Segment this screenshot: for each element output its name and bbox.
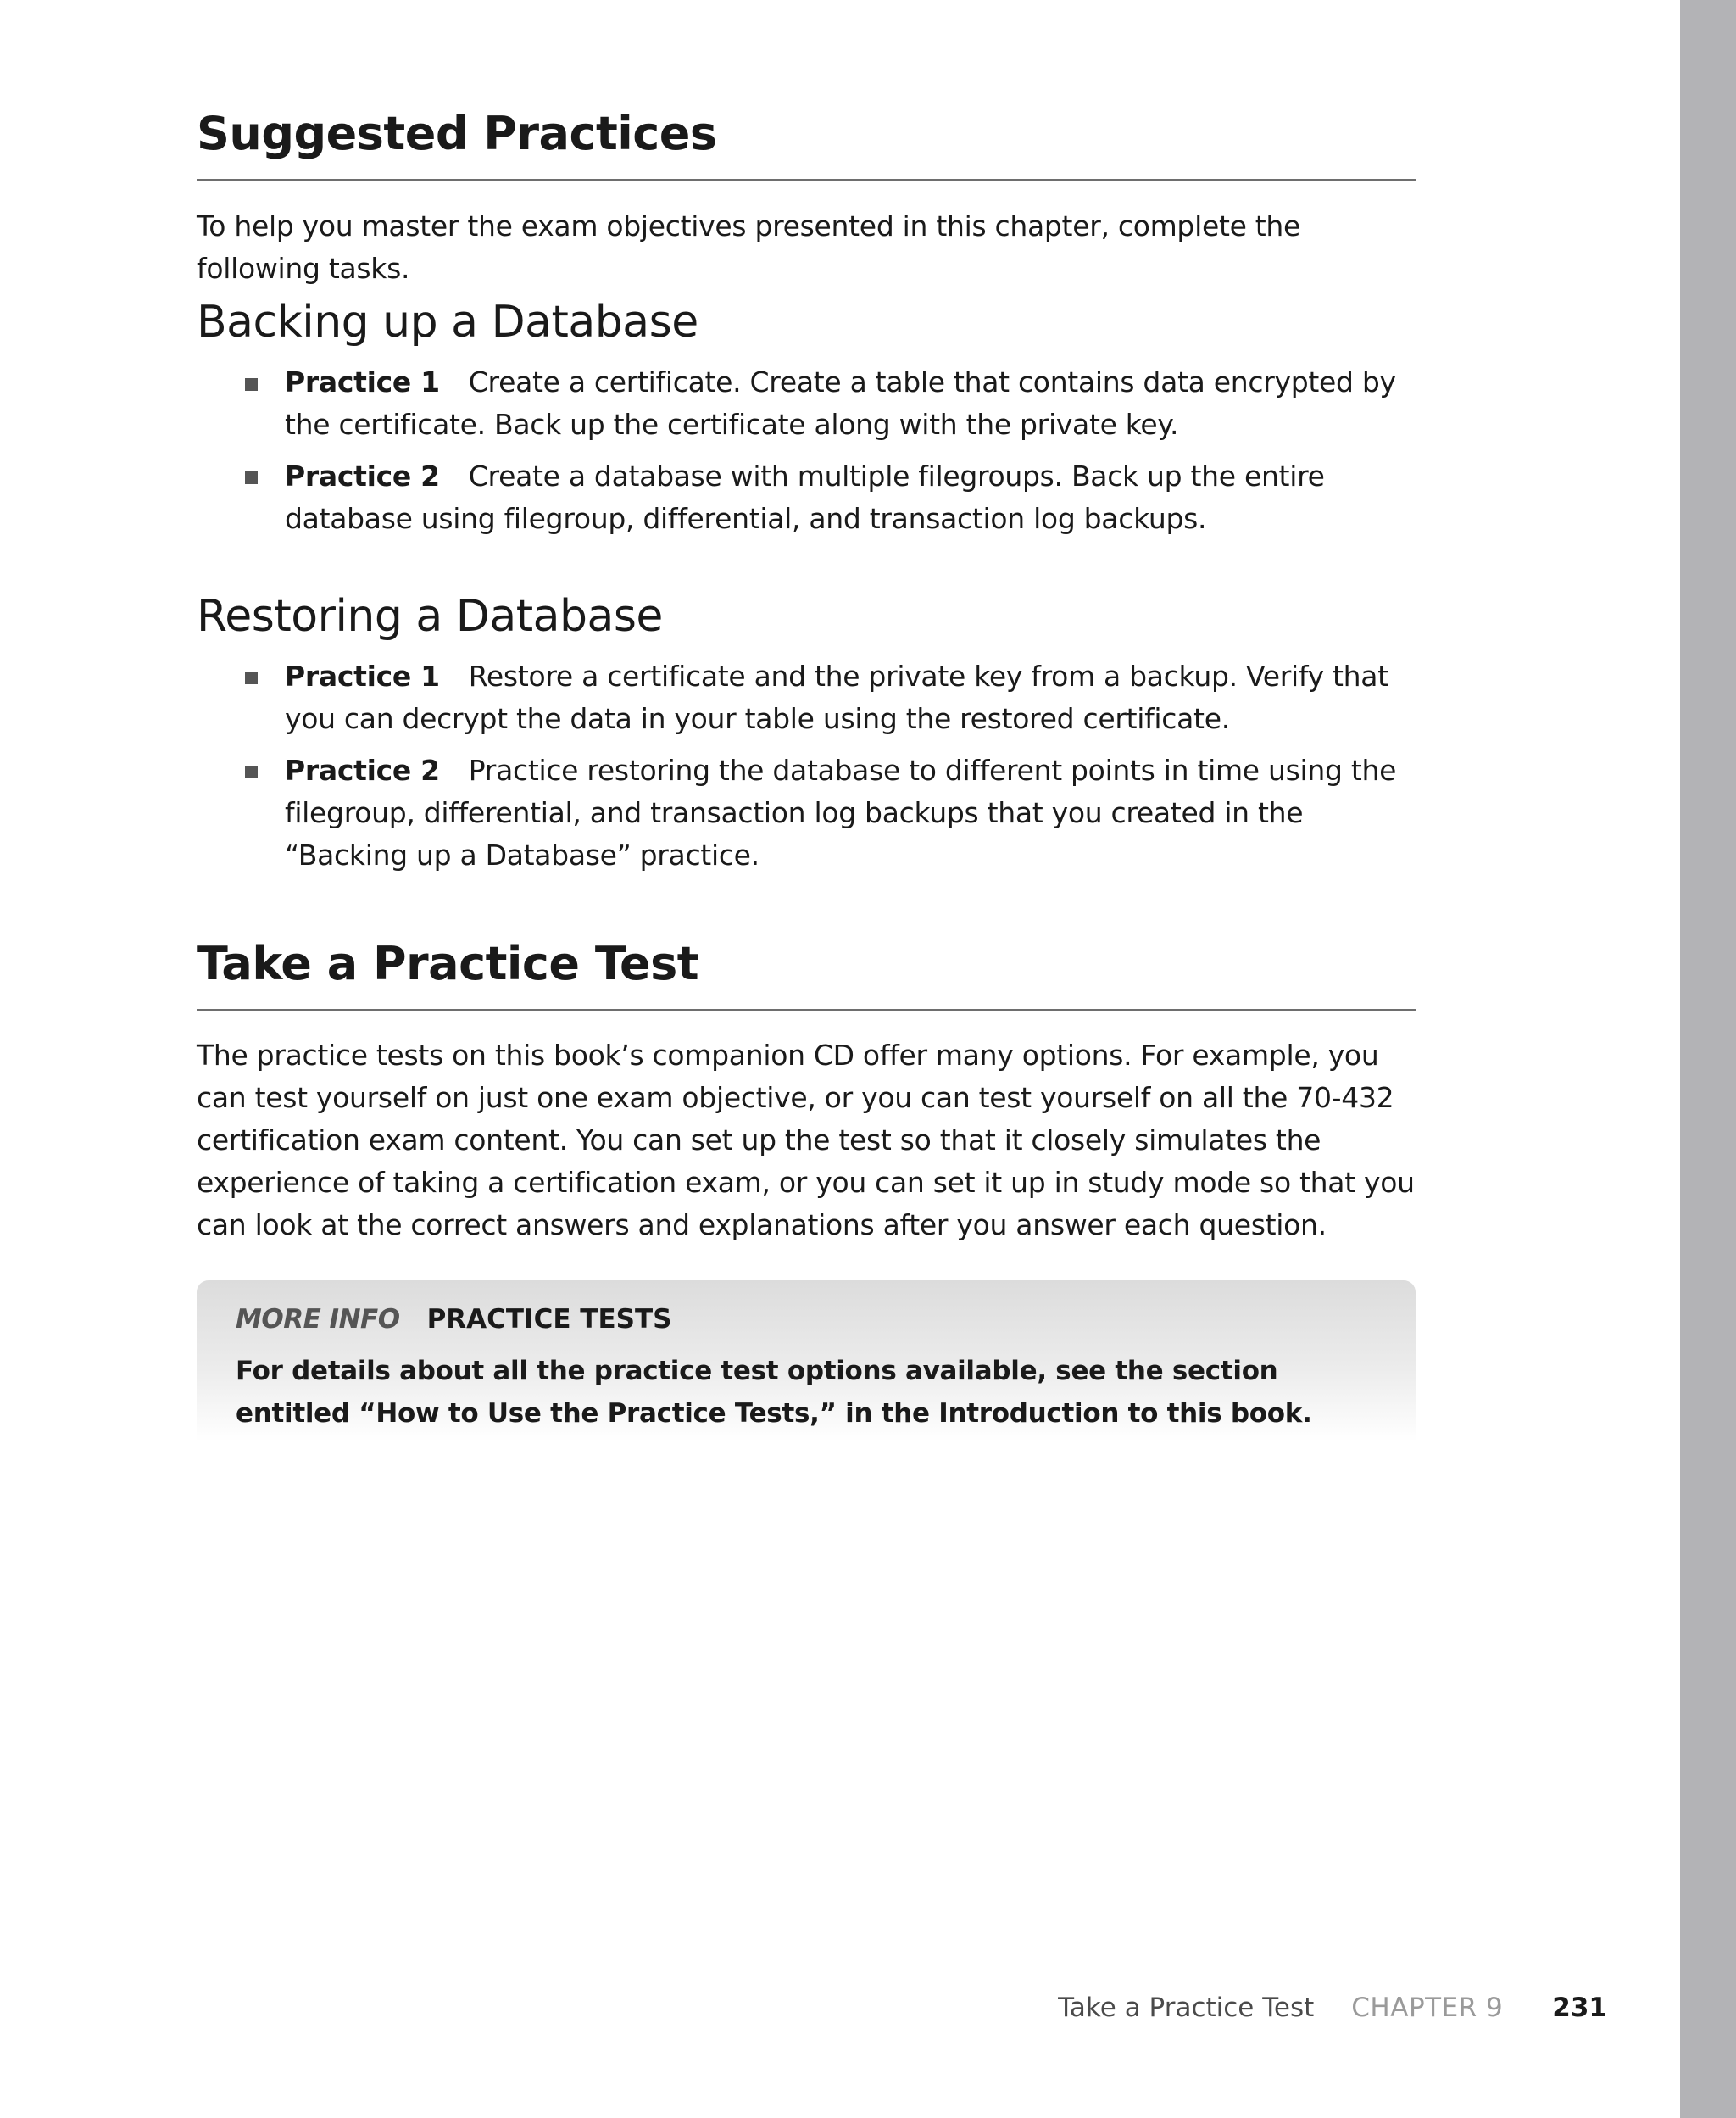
item-label: Practice 2 bbox=[285, 754, 440, 787]
list-item bbox=[285, 361, 1421, 446]
heading-rule bbox=[197, 179, 1416, 181]
item-label: Practice 1 bbox=[285, 365, 440, 399]
list-item bbox=[285, 750, 1421, 877]
heading-backing-up: Backing up a Database bbox=[197, 297, 698, 348]
bullet-icon bbox=[245, 378, 258, 391]
footer-chapter: CHAPTER 9 bbox=[1351, 1993, 1504, 2023]
item-text: Restore a certificate and the private key from a backup. Verify that you can decrypt the data in your table using the restored certificate. bbox=[285, 660, 1388, 735]
item-text: Create a database with multiple filegroups. Back up the entire database using filegroup, differential, and transaction log backups. bbox=[285, 460, 1325, 535]
more-info-body: For details about all the practice test options available, see the section entitled “How to Use the Practice Tests,” in the Introduction to this book. bbox=[236, 1356, 1312, 1429]
heading-restoring: Restoring a Database bbox=[197, 591, 663, 642]
bullet-icon bbox=[245, 672, 258, 684]
bullet-icon bbox=[245, 766, 258, 778]
more-info-box bbox=[197, 1280, 1416, 1441]
item-label: Practice 1 bbox=[285, 660, 440, 693]
more-info-title: PRACTICE TESTS bbox=[426, 1304, 672, 1335]
practice-test-body: The practice tests on this book’s companion CD offer many options. For example, you can test yourself on just one exam objective, or you can test yourself on all the 70-432 certification exam content. You can set up the test so that it closely simulates the experience of taking a certification exam, or you can set it up in study mode so that you can look at the correct answers and explanations after you answer each question. bbox=[197, 1039, 1415, 1241]
page-footer bbox=[1058, 1993, 1607, 2023]
page-edge-bar bbox=[1680, 0, 1736, 2118]
suggested-intro: To help you master the exam objectives presented in this chapter, complete the following tasks. bbox=[197, 209, 1301, 285]
heading-suggested-practices: Suggested Practices bbox=[197, 107, 717, 160]
footer-page-number: 231 bbox=[1552, 1993, 1607, 2023]
bullet-icon bbox=[245, 471, 258, 484]
heading-take-practice-test: Take a Practice Test bbox=[197, 937, 699, 990]
item-label: Practice 2 bbox=[285, 460, 440, 493]
more-info-header bbox=[236, 1304, 671, 1335]
more-info-kicker: MORE INFO bbox=[236, 1304, 400, 1335]
heading-rule bbox=[197, 1009, 1416, 1011]
list-item bbox=[285, 655, 1421, 740]
footer-section-title: Take a Practice Test bbox=[1058, 1993, 1315, 2023]
list-item bbox=[285, 455, 1421, 540]
item-text: Create a certificate. Create a table that contains data encrypted by the certificate. Back up the certificate along with the private key. bbox=[285, 365, 1396, 441]
item-text: Practice restoring the database to different points in time using the filegroup, differential, and transaction log backups that you created in the “Backing up a Database” practice. bbox=[285, 754, 1397, 872]
